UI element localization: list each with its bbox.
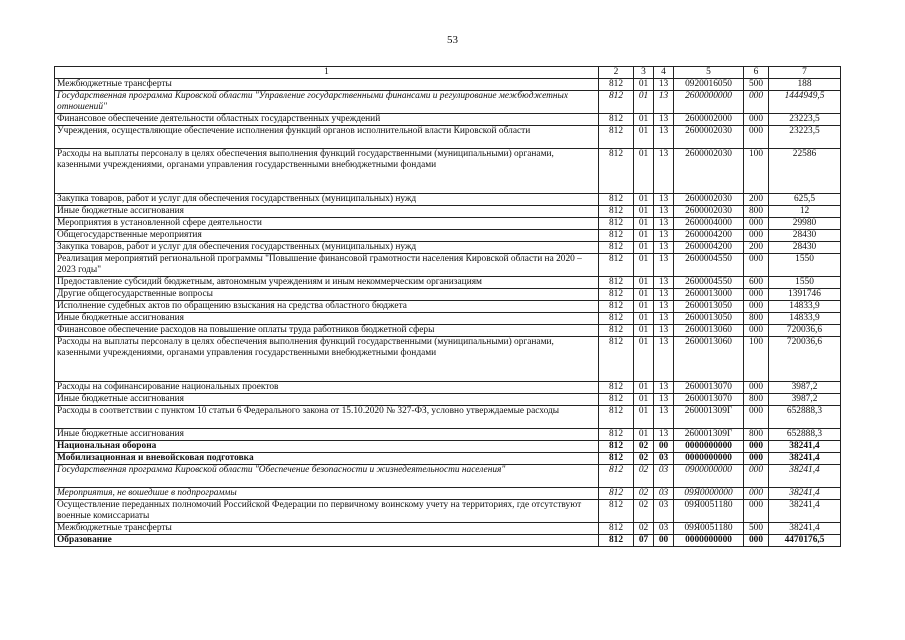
row-admin-code-cell: 812: [599, 312, 634, 324]
row-admin-code-cell: 812: [599, 288, 634, 300]
row-target-article-cell: 2600013000: [674, 288, 744, 300]
row-target-article-cell: 2600000000: [674, 90, 744, 113]
row-admin-code-cell: 812: [599, 393, 634, 405]
row-target-article-cell: 2600004550: [674, 253, 744, 276]
row-name-cell: Государственная программа Кировской области "Управление государственными финансами и регулирование межбюджетных отношений": [55, 90, 599, 113]
row-expense-type-cell: 100: [744, 148, 769, 193]
row-amount-cell: 652888,3: [769, 428, 841, 440]
row-amount-cell: 38241,4: [769, 440, 841, 452]
row-expense-type-cell: 000: [744, 452, 769, 464]
table-row: [55, 229, 841, 241]
row-subsection-cell: 13: [654, 229, 674, 241]
table-row: [55, 113, 841, 125]
row-amount-cell: 23223,5: [769, 125, 841, 148]
row-target-article-cell: 0000000000: [674, 452, 744, 464]
row-subsection-cell: 03: [654, 522, 674, 534]
row-name-cell: Мероприятия в установленной сфере деятельности: [55, 217, 599, 229]
row-amount-cell: 38241,4: [769, 487, 841, 499]
row-name-cell: Межбюджетные трансферты: [55, 78, 599, 90]
row-subsection-cell: 13: [654, 253, 674, 276]
row-section-cell: 02: [634, 464, 654, 487]
row-admin-code-cell: 812: [599, 440, 634, 452]
row-section-cell: 02: [634, 522, 654, 534]
row-admin-code-cell: 812: [599, 253, 634, 276]
row-expense-type-cell: 200: [744, 241, 769, 253]
row-subsection-cell: 13: [654, 193, 674, 205]
row-name-cell: Расходы в соответствии с пунктом 10 статьи 6 Федерального закона от 15.10.2020 № 327-ФЗ, условно утверждаемые расходы: [55, 405, 599, 428]
row-name-cell: Общегосударственные мероприятия: [55, 229, 599, 241]
row-subsection-cell: 13: [654, 205, 674, 217]
row-admin-code-cell: 812: [599, 534, 634, 546]
row-admin-code-cell: 812: [599, 381, 634, 393]
table-row: [55, 217, 841, 229]
row-amount-cell: 720036,6: [769, 336, 841, 381]
row-expense-type-cell: 000: [744, 324, 769, 336]
table-row: [55, 90, 841, 113]
table-row: [55, 300, 841, 312]
row-target-article-cell: 2600002030: [674, 148, 744, 193]
row-expense-type-cell: 000: [744, 381, 769, 393]
row-expense-type-cell: 100: [744, 336, 769, 381]
row-amount-cell: 1391746: [769, 288, 841, 300]
row-expense-type-cell: 000: [744, 405, 769, 428]
row-section-cell: 02: [634, 499, 654, 522]
row-amount-cell: 720036,6: [769, 324, 841, 336]
row-target-article-cell: 2600013050: [674, 300, 744, 312]
row-section-cell: 01: [634, 113, 654, 125]
row-admin-code-cell: 812: [599, 205, 634, 217]
row-name-cell: Мероприятия, не вошедшие в подпрограммы: [55, 487, 599, 499]
table-row: [55, 205, 841, 217]
row-subsection-cell: 13: [654, 405, 674, 428]
row-expense-type-cell: 000: [744, 440, 769, 452]
table-row: [55, 253, 841, 276]
table-row: [55, 522, 841, 534]
row-amount-cell: 38241,4: [769, 499, 841, 522]
budget-table: [54, 66, 841, 547]
row-subsection-cell: 13: [654, 217, 674, 229]
row-admin-code-cell: 812: [599, 90, 634, 113]
row-amount-cell: 28430: [769, 229, 841, 241]
row-target-article-cell: 260001309Г: [674, 405, 744, 428]
header-col-7: 7: [769, 67, 841, 79]
table-row: [55, 336, 841, 381]
table-row: [55, 428, 841, 440]
row-admin-code-cell: 812: [599, 78, 634, 90]
row-expense-type-cell: 000: [744, 217, 769, 229]
row-admin-code-cell: 812: [599, 229, 634, 241]
row-section-cell: 01: [634, 229, 654, 241]
row-subsection-cell: 03: [654, 499, 674, 522]
row-subsection-cell: 13: [654, 393, 674, 405]
row-amount-cell: 652888,3: [769, 405, 841, 428]
table-body: [55, 78, 841, 546]
row-subsection-cell: 13: [654, 288, 674, 300]
table-row: [55, 193, 841, 205]
row-section-cell: 01: [634, 217, 654, 229]
row-expense-type-cell: 600: [744, 276, 769, 288]
row-name-cell: Другие общегосударственные вопросы: [55, 288, 599, 300]
row-admin-code-cell: 812: [599, 428, 634, 440]
row-name-cell: Мобилизационная и вневойсковая подготовка: [55, 452, 599, 464]
row-target-article-cell: 2600004200: [674, 229, 744, 241]
row-expense-type-cell: 800: [744, 312, 769, 324]
row-section-cell: 02: [634, 487, 654, 499]
row-amount-cell: 38241,4: [769, 522, 841, 534]
row-subsection-cell: 13: [654, 78, 674, 90]
row-section-cell: 01: [634, 125, 654, 148]
row-section-cell: 01: [634, 336, 654, 381]
row-amount-cell: 4470176,5: [769, 534, 841, 546]
row-admin-code-cell: 812: [599, 336, 634, 381]
row-admin-code-cell: 812: [599, 148, 634, 193]
row-name-cell: Учреждения, осуществляющие обеспечение исполнения функций органов исполнительной власти Кировской области: [55, 125, 599, 148]
row-amount-cell: 3987,2: [769, 381, 841, 393]
row-subsection-cell: 13: [654, 324, 674, 336]
row-expense-type-cell: 000: [744, 90, 769, 113]
row-amount-cell: 188: [769, 78, 841, 90]
row-name-cell: Иные бюджетные ассигнования: [55, 205, 599, 217]
row-admin-code-cell: 812: [599, 499, 634, 522]
table-row: [55, 241, 841, 253]
table-row: [55, 324, 841, 336]
row-target-article-cell: 09Я0051180: [674, 522, 744, 534]
row-admin-code-cell: 812: [599, 113, 634, 125]
row-target-article-cell: 2600002030: [674, 125, 744, 148]
row-target-article-cell: 2600013060: [674, 324, 744, 336]
row-amount-cell: 14833,9: [769, 300, 841, 312]
row-name-cell: Осуществление переданных полномочий Российской Федерации по первичному воинскому учету на территориях, где отсутствуют военные комиссариаты: [55, 499, 599, 522]
row-subsection-cell: 03: [654, 464, 674, 487]
table-row: [55, 125, 841, 148]
table-row: [55, 312, 841, 324]
row-admin-code-cell: 812: [599, 241, 634, 253]
table-row: [55, 78, 841, 90]
row-target-article-cell: 2600004550: [674, 276, 744, 288]
row-expense-type-cell: 000: [744, 253, 769, 276]
row-expense-type-cell: 000: [744, 113, 769, 125]
row-name-cell: Расходы на выплаты персоналу в целях обеспечения выполнения функций государственными (муниципальными) органами, казенными учреждениями, органами управления государственными внебюджетными фондами: [55, 148, 599, 193]
row-subsection-cell: 13: [654, 312, 674, 324]
row-section-cell: 01: [634, 78, 654, 90]
row-section-cell: 02: [634, 452, 654, 464]
row-amount-cell: 3987,2: [769, 393, 841, 405]
row-target-article-cell: 2600004000: [674, 217, 744, 229]
table-row: [55, 393, 841, 405]
row-subsection-cell: 13: [654, 381, 674, 393]
row-name-cell: Исполнение судебных актов по обращению взыскания на средства областного бюджета: [55, 300, 599, 312]
row-section-cell: 01: [634, 288, 654, 300]
row-subsection-cell: 13: [654, 90, 674, 113]
row-target-article-cell: 2600013070: [674, 393, 744, 405]
row-target-article-cell: 2600002030: [674, 205, 744, 217]
row-section-cell: 01: [634, 381, 654, 393]
row-target-article-cell: 0920016050: [674, 78, 744, 90]
row-name-cell: Иные бюджетные ассигнования: [55, 393, 599, 405]
row-name-cell: Закупка товаров, работ и услуг для обеспечения государственных (муниципальных) нужд: [55, 193, 599, 205]
row-expense-type-cell: 800: [744, 393, 769, 405]
row-expense-type-cell: 000: [744, 229, 769, 241]
table-row: [55, 276, 841, 288]
row-admin-code-cell: 812: [599, 522, 634, 534]
row-subsection-cell: 13: [654, 113, 674, 125]
table-row: [55, 381, 841, 393]
row-section-cell: 01: [634, 241, 654, 253]
row-subsection-cell: 13: [654, 241, 674, 253]
row-amount-cell: 1550: [769, 276, 841, 288]
row-expense-type-cell: 500: [744, 78, 769, 90]
row-section-cell: 01: [634, 276, 654, 288]
row-admin-code-cell: 812: [599, 300, 634, 312]
row-amount-cell: 625,5: [769, 193, 841, 205]
row-admin-code-cell: 812: [599, 452, 634, 464]
row-name-cell: Реализация мероприятий региональной программы "Повышение финансовой грамотности населения Кировской области на 2020 – 2023 годы": [55, 253, 599, 276]
row-amount-cell: 29980: [769, 217, 841, 229]
row-section-cell: 01: [634, 253, 654, 276]
row-section-cell: 07: [634, 534, 654, 546]
table-row: [55, 148, 841, 193]
row-target-article-cell: 2600002000: [674, 113, 744, 125]
row-amount-cell: 23223,5: [769, 113, 841, 125]
row-admin-code-cell: 812: [599, 464, 634, 487]
row-section-cell: 01: [634, 90, 654, 113]
row-target-article-cell: 2600002030: [674, 193, 744, 205]
row-section-cell: 01: [634, 324, 654, 336]
row-subsection-cell: 13: [654, 300, 674, 312]
row-name-cell: Финансовое обеспечение расходов на повышение оплаты труда работников бюджетной сферы: [55, 324, 599, 336]
row-expense-type-cell: 200: [744, 193, 769, 205]
row-target-article-cell: 0000000000: [674, 534, 744, 546]
row-subsection-cell: 13: [654, 148, 674, 193]
row-admin-code-cell: 812: [599, 276, 634, 288]
row-target-article-cell: 09Я0051180: [674, 499, 744, 522]
header-col-3: 3: [634, 67, 654, 79]
row-expense-type-cell: 000: [744, 487, 769, 499]
row-subsection-cell: 00: [654, 440, 674, 452]
row-section-cell: 01: [634, 205, 654, 217]
row-subsection-cell: 13: [654, 125, 674, 148]
table-row: [55, 440, 841, 452]
row-amount-cell: 28430: [769, 241, 841, 253]
row-amount-cell: 38241,4: [769, 452, 841, 464]
header-col-2: 2: [599, 67, 634, 79]
row-section-cell: 01: [634, 193, 654, 205]
row-name-cell: Национальная оборона: [55, 440, 599, 452]
row-amount-cell: 1444949,5: [769, 90, 841, 113]
header-col-4: 4: [654, 67, 674, 79]
row-expense-type-cell: 800: [744, 205, 769, 217]
row-section-cell: 01: [634, 393, 654, 405]
row-admin-code-cell: 812: [599, 193, 634, 205]
row-expense-type-cell: 000: [744, 499, 769, 522]
row-section-cell: 01: [634, 312, 654, 324]
row-target-article-cell: 09Я0000000: [674, 487, 744, 499]
row-section-cell: 01: [634, 405, 654, 428]
header-col-5: 5: [674, 67, 744, 79]
row-expense-type-cell: 000: [744, 534, 769, 546]
row-target-article-cell: 2600004200: [674, 241, 744, 253]
row-amount-cell: 14833,9: [769, 312, 841, 324]
row-expense-type-cell: 000: [744, 288, 769, 300]
row-expense-type-cell: 000: [744, 464, 769, 487]
row-subsection-cell: 13: [654, 336, 674, 381]
row-name-cell: Образование: [55, 534, 599, 546]
row-target-article-cell: 260001309Г: [674, 428, 744, 440]
row-admin-code-cell: 812: [599, 487, 634, 499]
row-target-article-cell: 2600013060: [674, 336, 744, 381]
row-expense-type-cell: 000: [744, 300, 769, 312]
row-section-cell: 01: [634, 300, 654, 312]
row-target-article-cell: 2600013070: [674, 381, 744, 393]
row-amount-cell: 38241,4: [769, 464, 841, 487]
row-name-cell: Государственная программа Кировской области "Обеспечение безопасности и жизнедеятельности населения": [55, 464, 599, 487]
row-target-article-cell: 2600013050: [674, 312, 744, 324]
row-name-cell: Иные бюджетные ассигнования: [55, 312, 599, 324]
row-name-cell: Предоставление субсидий бюджетным, автономным учреждениям и иным некоммерческим организациям: [55, 276, 599, 288]
row-admin-code-cell: 812: [599, 324, 634, 336]
row-name-cell: Иные бюджетные ассигнования: [55, 428, 599, 440]
row-section-cell: 02: [634, 440, 654, 452]
row-subsection-cell: 03: [654, 452, 674, 464]
row-admin-code-cell: 812: [599, 217, 634, 229]
row-section-cell: 01: [634, 428, 654, 440]
table-row: [55, 452, 841, 464]
row-admin-code-cell: 812: [599, 125, 634, 148]
table-row: [55, 288, 841, 300]
row-admin-code-cell: 812: [599, 405, 634, 428]
table-row: [55, 464, 841, 487]
table-row: [55, 499, 841, 522]
row-amount-cell: 22586: [769, 148, 841, 193]
table-row: [55, 405, 841, 428]
row-expense-type-cell: 500: [744, 522, 769, 534]
row-subsection-cell: 00: [654, 534, 674, 546]
row-expense-type-cell: 000: [744, 125, 769, 148]
row-subsection-cell: 03: [654, 487, 674, 499]
row-amount-cell: 12: [769, 205, 841, 217]
row-target-article-cell: 0900000000: [674, 464, 744, 487]
row-target-article-cell: 0000000000: [674, 440, 744, 452]
table-header-row: [55, 67, 841, 79]
header-col-6: 6: [744, 67, 769, 79]
row-name-cell: Расходы на софинансирование национальных проектов: [55, 381, 599, 393]
row-name-cell: Закупка товаров, работ и услуг для обеспечения государственных (муниципальных) нужд: [55, 241, 599, 253]
row-subsection-cell: 13: [654, 276, 674, 288]
table-row: [55, 487, 841, 499]
row-subsection-cell: 13: [654, 428, 674, 440]
row-name-cell: Финансовое обеспечение деятельности областных государственных учреждений: [55, 113, 599, 125]
header-col-1: 1: [55, 67, 599, 79]
table-row: [55, 534, 841, 546]
row-name-cell: Расходы на выплаты персоналу в целях обеспечения выполнения функций государственными (муниципальными) органами, казенными учреждениями, органами управления государственными внебюджетными фондами: [55, 336, 599, 381]
row-expense-type-cell: 800: [744, 428, 769, 440]
page-number: 53: [447, 34, 458, 46]
row-amount-cell: 1550: [769, 253, 841, 276]
row-name-cell: Межбюджетные трансферты: [55, 522, 599, 534]
row-section-cell: 01: [634, 148, 654, 193]
